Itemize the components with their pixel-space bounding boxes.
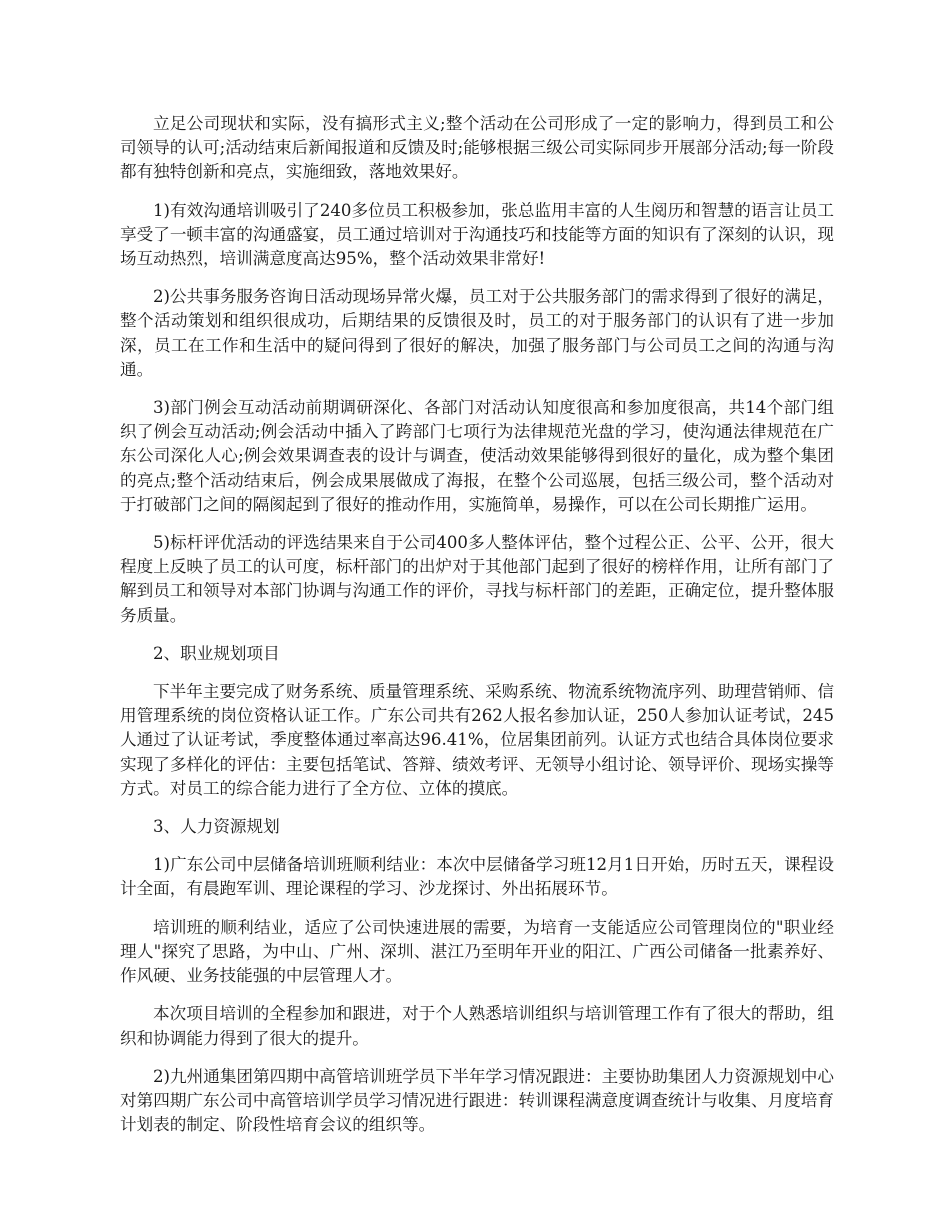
paragraph-senior-training-followup: 2)九州通集团第四期中高管培训班学员下半年学习情况跟进：主要协助集团人力资源规划中心对第四期广东公司中高管培训学员学习情况进行跟进：转训课程满意度调查统计与收集、月度培育计划表的制定、阶段性培育会议的组织等。 <box>120 1066 834 1135</box>
paragraph-communication-training: 1)有效沟通培训吸引了240多位员工积极参加，张总监用丰富的人生阅历和智慧的语言让员工享受了一顿丰富的沟通盛宴，员工通过培训对于沟通技巧和技能等方面的知识有了深刻的认识，现场互动热烈，培训满意度高达95%，整个活动效果非常好! <box>120 200 834 269</box>
section-heading-hr-planning: 3、人力资源规划 <box>153 817 280 837</box>
paragraph-department-meetings: 3)部门例会互动活动前期调研深化、各部门对活动认知度很高和参加度很高，共14个部门组织了例会互动活动;例会活动中插入了跨部门七项行为法律规范光盘的学习，使沟通法律规范在广东公司深化人心;例会效果调查表的设计与调查，使活动效果能够得到很好的量化，成为整个集团的亮点;整个活动结束后，例会成果展做成了海报，在整个公司巡展，包括三级公司，整个活动对于打破部门之间的隔阂起到了很好的推动作用，实施简单，易操作，可以在公司长期推广运用。 <box>120 398 834 514</box>
paragraph-summary: 立足公司现状和实际，没有搞形式主义;整个活动在公司形成了一定的影响力，得到员工和公司领导的认可;活动结束后新闻报道和反馈及时;能够根据三级公司实际同步开展部分活动;每一阶段都有独特创新和亮点，实施细致，落地效果好。 <box>120 114 834 182</box>
paragraph-personal-growth: 本次项目培训的全程参加和跟进，对于个人熟悉培训组织与培训管理工作有了很大的帮助，组织和协调能力得到了很大的提升。 <box>120 1004 834 1048</box>
paragraph-public-service-day: 2)公共事务服务咨询日活动现场异常火爆，员工对于公共服务部门的需求得到了很好的满足，整个活动策划和组织很成功，后期结果的反馈很及时，员工的对于服务部门的认识有了进一步加深，员工在工作和生活中的疑问得到了很好的解决，加强了服务部门与公司员工之间的沟通与沟通。 <box>120 287 834 379</box>
paragraph-training-outcome: 培训班的顺利结业，适应了公司快速进展的需要，为培育一支能适应公司管理岗位的"职业经理人"探究了思路，为中山、广州、深圳、湛江乃至明年开业的阳江、广西公司储备一批素养好、作风硬、业务技能强的中层管理人才。 <box>120 917 834 986</box>
paragraph-reserve-training: 1)广东公司中层储备培训班顺利结业：本次中层储备学习班12月1日开始，历时五天，课程设计全面，有晨跑军训、理论课程的学习、沙龙探讨、外出拓展环节。 <box>120 855 834 899</box>
paragraph-benchmark-evaluation: 5)标杆评优活动的评选结果来自于公司400多人整体评估，整个过程公正、公平、公开，很大程度上反映了员工的认可度，标杆部门的出炉对于其他部门起到了很好的榜样作用，让所有部门了解到员工和领导对本部门协调与沟通工作的评价，寻找与标杆部门的差距，正确定位，提升整体服务质量。 <box>120 533 834 625</box>
section-heading-career-planning: 2、职业规划项目 <box>153 643 280 663</box>
document-body <box>120 112 834 1151</box>
paragraph-certification: 下半年主要完成了财务系统、质量管理系统、采购系统、物流系统物流序列、助理营销师、信用管理系统的岗位资格认证工作。广东公司共有262人报名参加认证，250人参加认证考试，245人通过了认证考试，季度整体通过率高达96.41%，位居集团前列。认证方式也结合具体岗位要求实现了多样化的评估：主要包括笔试、答辩、绩效考评、无领导小组讨论、领导评价、现场实操等方式。对员工的综合能力进行了全方位、立体的摸底。 <box>120 682 834 798</box>
